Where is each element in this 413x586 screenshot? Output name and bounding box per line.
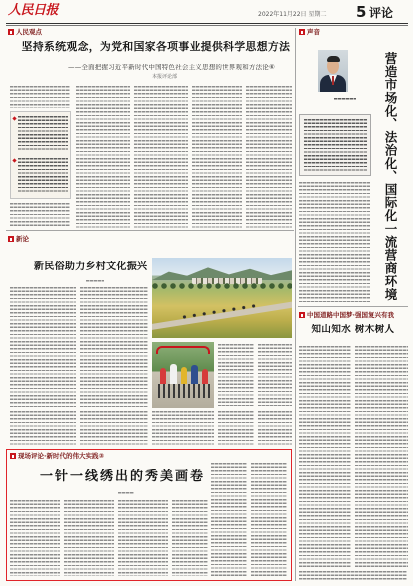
- voice-column-tag: [299, 29, 320, 36]
- china-road-tag-label: 中国道路中国梦·强国复兴有我: [307, 311, 394, 319]
- on-site-byline-text: [118, 492, 134, 495]
- issue-date: 2022年11月22日 星期二: [258, 11, 327, 18]
- portrait-hair: [327, 56, 340, 62]
- article-text-column: [76, 86, 130, 228]
- pull-quote-box: [10, 111, 71, 199]
- section-marker-icon: [8, 236, 14, 242]
- article-text-column: [246, 86, 292, 228]
- lead-article-headline: 坚持系统观念，为党和国家各项事业提供科学思想方法: [21, 41, 291, 53]
- article-text-column: [299, 182, 370, 304]
- page-section-title: 评论: [369, 6, 394, 20]
- article-text-column: [152, 411, 214, 445]
- author-portrait: [318, 50, 348, 92]
- runner-figure: [170, 364, 177, 384]
- voice-column: [296, 26, 413, 306]
- page-credits-text: [299, 571, 407, 580]
- portrait-tie: [332, 76, 334, 85]
- landscape-photo: [152, 258, 292, 338]
- section-marker-icon: [299, 29, 305, 35]
- article-text-column: [355, 346, 408, 568]
- runner-figure: [202, 369, 208, 384]
- on-site-headline: 一针一线绣出的秀美画卷: [40, 469, 206, 484]
- arch-banner: [156, 346, 210, 354]
- pull-quote-text: [18, 158, 68, 194]
- china-road-headline: 知山知水 树木树人: [311, 324, 395, 335]
- lead-article-tag: [8, 29, 42, 36]
- on-site-tag-label: 现场评论·新时代的伟大实践③: [18, 452, 104, 460]
- newspaper-logo: 人民日报: [8, 3, 59, 18]
- article-text-column: [258, 344, 292, 406]
- section-marker-icon: [10, 453, 16, 459]
- article-text-column: [10, 500, 60, 576]
- article-text-column: [192, 86, 242, 228]
- lead-article-subheadline: ——全面把握习近平新时代中国特色社会主义思想的世界观和方法论⑥: [68, 64, 276, 71]
- china-road-article: [296, 307, 413, 583]
- runners-photo: [152, 342, 214, 408]
- china-road-tag: [299, 312, 394, 319]
- article-text-column: [118, 500, 168, 576]
- section-marker-icon: [299, 312, 305, 318]
- page-number: 5: [356, 3, 367, 21]
- pull-quote-text: [18, 116, 68, 152]
- voice-column-tag-label: 声音: [307, 28, 320, 36]
- lead-article-tag-label: 人民观点: [16, 28, 42, 36]
- runner-figure: [191, 365, 198, 384]
- article-text-column: [10, 86, 70, 108]
- voice-pull-quote-text: [304, 119, 367, 172]
- new-theory-article: [0, 231, 295, 449]
- runner-legs: [158, 384, 210, 398]
- voice-pull-quote-box: [299, 114, 371, 176]
- country-road: [152, 299, 292, 332]
- new-theory-tag-label: 新论: [16, 235, 29, 243]
- article-text-column: [258, 411, 292, 445]
- on-site-article-highlight: [6, 449, 292, 581]
- new-theory-tag: [8, 236, 29, 243]
- quote-marker-icon: [12, 158, 16, 162]
- voice-column-headline: 营造市场化、法治化、国际化一流营商环境: [383, 51, 398, 301]
- lead-article: [0, 0, 295, 230]
- article-text-column: [64, 500, 114, 576]
- article-text-column: [251, 463, 287, 576]
- new-theory-byline-text: [86, 280, 104, 283]
- article-text-column: [80, 287, 148, 409]
- article-text-column: [10, 411, 76, 445]
- quote-marker-icon: [12, 116, 16, 120]
- photo-caption-text: [218, 344, 254, 406]
- new-theory-headline: 新民俗助力乡村文化振兴: [34, 261, 148, 272]
- article-text-column: [10, 203, 70, 228]
- article-text-column: [10, 287, 76, 409]
- lead-article-byline: 本报评论部: [152, 74, 178, 80]
- tree-row: [152, 283, 292, 289]
- article-text-column: [211, 463, 247, 576]
- author-name-text: [334, 98, 356, 101]
- article-text-column: [80, 411, 148, 445]
- article-text-column: [218, 411, 254, 445]
- article-text-column: [134, 86, 188, 228]
- runner-figure: [181, 367, 187, 384]
- article-text-column: [172, 500, 208, 576]
- section-marker-icon: [8, 29, 14, 35]
- runner-figure: [160, 368, 166, 384]
- article-text-column: [299, 346, 351, 568]
- on-site-tag: [10, 453, 104, 460]
